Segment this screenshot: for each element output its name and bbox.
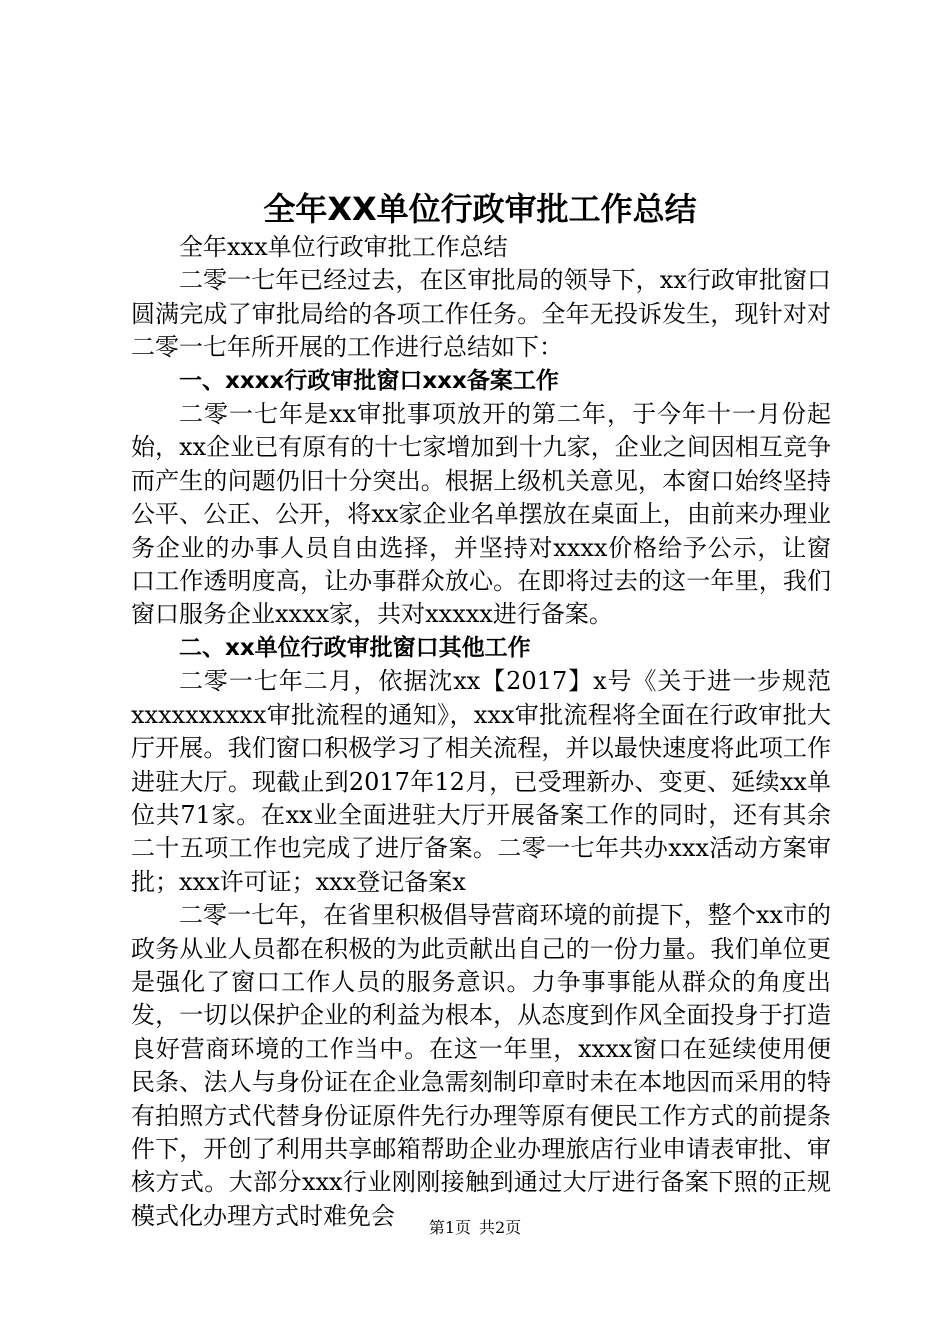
section-2-paragraph-1: 二零一七年二月，依据沈xx【2017】x号《关于进一步规范xxxxxxxxxx审批流程的通知》，xxx审批流程将全面在行政审批大厅开展。我们窗口积极学习了相关流程，并以最快速度将此项工作进驻大厅。现截止到2017年12月，已受理新办、变更、延续xx单位共71家。在xx业全面进驻大厅开展备案工作的同时，还有其余二十五项工作也完成了进厅备案。二零一七年共办xxx活动方案审批；xxx许可证；xxx登记备案x — [131, 667, 831, 896]
page-number: 第1页 — [428, 1218, 471, 1237]
page-total: 共2页 — [479, 1218, 522, 1237]
intro-paragraph: 二零一七年已经过去，在区审批局的领导下，xx行政审批窗口圆满完成了审批局给的各项工作任务。全年无投诉发生，现针对对二零一七年所开展的工作进行总结如下： — [131, 266, 831, 362]
section-1-paragraph: 二零一七年是xx审批事项放开的第二年，于今年十一月份起始，xx企业已有原有的十七家增加到十九家，企业之间因相互竞争而产生的问题仍旧十分突出。根据上级机关意见，本窗口始终坚持公平、公正、公开，将xx家企业名单摆放在桌面上，由前来办理业务企业的办事人员自由选择，并坚持对xxxx价格给予公示，让窗口工作透明度高，让办事群众放心。在即将过去的这一年里，我们窗口服务企业xxxx家，共对xxxxx进行备案。 — [131, 400, 831, 629]
document-body — [131, 231, 831, 1233]
page-footer — [0, 1216, 950, 1240]
section-2-heading: 二、xx单位行政审批窗口其他工作 — [179, 634, 531, 661]
section-1-heading: 一、xxxx行政审批窗口xxx备案工作 — [179, 367, 559, 394]
document-subtitle: 全年xxx单位行政审批工作总结 — [179, 233, 508, 261]
document-title: 全年XX单位行政审批工作总结 — [263, 190, 697, 228]
section-2-paragraph-2: 二零一七年，在省里积极倡导营商环境的前提下，整个xx市的政务从业人员都在积极的为此贡献出自己的一份力量。我们单位更是强化了窗口工作人员的服务意识。力争事事能从群众的角度出发，一切以保护企业的利益为根本，从态度到作风全面投身于打造良好营商环境的工作当中。在这一年里，xxxx窗口在延续使用便民条、法人与身份证在企业急需刻制印章时未在本地因而采用的特有拍照方式代替身份证原件先行办理等原有便民工作方式的前提条件下，开创了利用共享邮箱帮助企业办理旅店行业申请表审批、审核方式。大部分xxx行业刚刚接触到通过大厅进行备案下照的正规模式化办理方式时难免会 — [131, 901, 831, 1230]
